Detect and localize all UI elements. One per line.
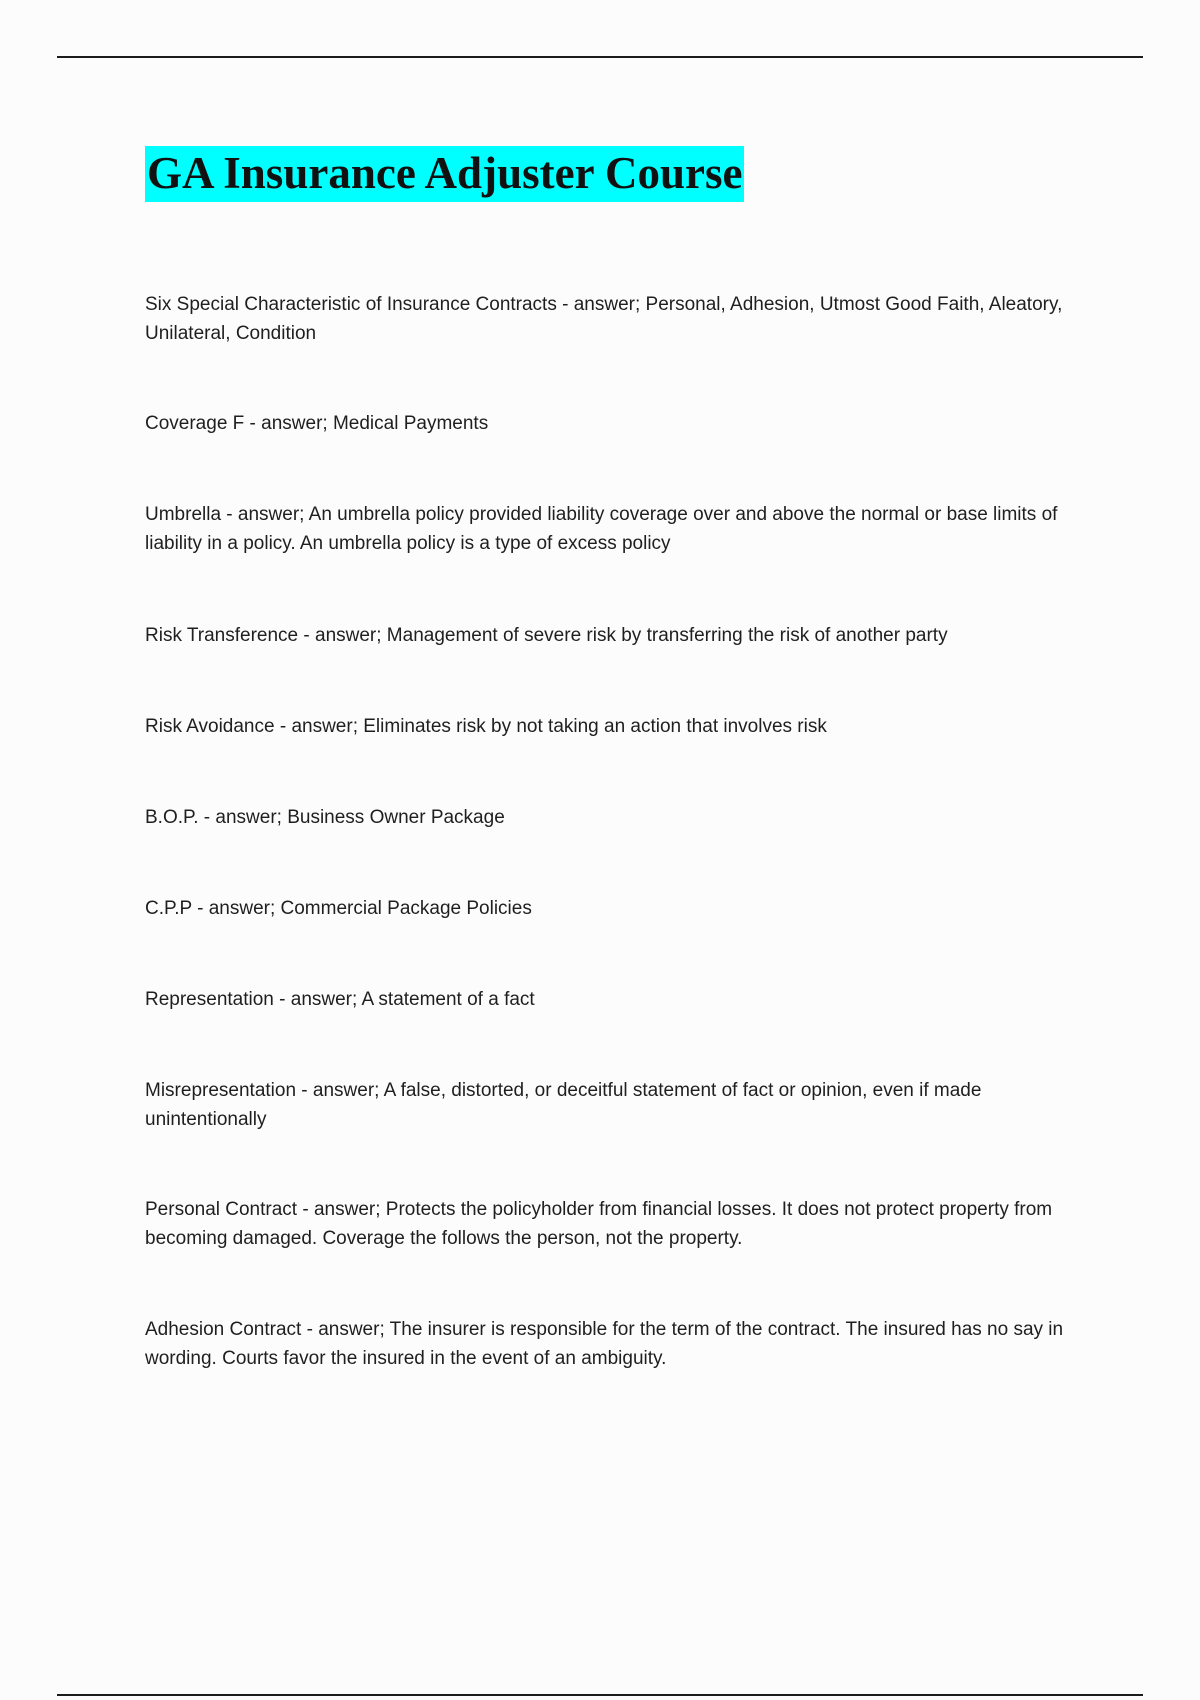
flashcard-entry: Adhesion Contract - answer; The insurer is responsible for the term of the contract. The insured has no say in wording. Courts favor the insured in the event of an ambiguity. — [145, 1319, 1064, 1369]
page-title: GA Insurance Adjuster Course — [145, 146, 744, 202]
flashcard-entry: Six Special Characteristic of Insurance Contracts - answer; Personal, Adhesion, Utmost Good Faith, Aleatory, Unilateral, Condition — [145, 294, 1063, 344]
flashcard-entry: Coverage F - answer; Medical Payments — [145, 413, 489, 434]
flashcard-entry: Risk Avoidance - answer; Eliminates risk by not taking an action that involves risk — [145, 716, 827, 737]
top-divider — [57, 56, 1143, 58]
flashcard-entry: Representation - answer; A statement of a fact — [145, 989, 535, 1010]
flashcard-entry: Umbrella - answer; An umbrella policy provided liability coverage over and above the normal or base limits of liability in a policy. An umbrella policy is a type of excess policy — [145, 504, 1058, 554]
flashcard-entry: Personal Contract - answer; Protects the policyholder from financial losses. It does not protect property from becoming damaged. Coverage the follows the person, not the property. — [145, 1199, 1053, 1249]
flashcard-entry: Risk Transference - answer; Management of severe risk by transferring the risk of another party — [145, 625, 948, 646]
flashcard-entry: B.O.P. - answer; Business Owner Package — [145, 807, 505, 828]
flashcard-entry: Misrepresentation - answer; A false, distorted, or deceitful statement of fact or opinion, even if made unintentionally — [145, 1080, 982, 1130]
flashcard-entry: C.P.P - answer; Commercial Package Policies — [145, 898, 532, 919]
bottom-divider — [57, 1694, 1143, 1696]
